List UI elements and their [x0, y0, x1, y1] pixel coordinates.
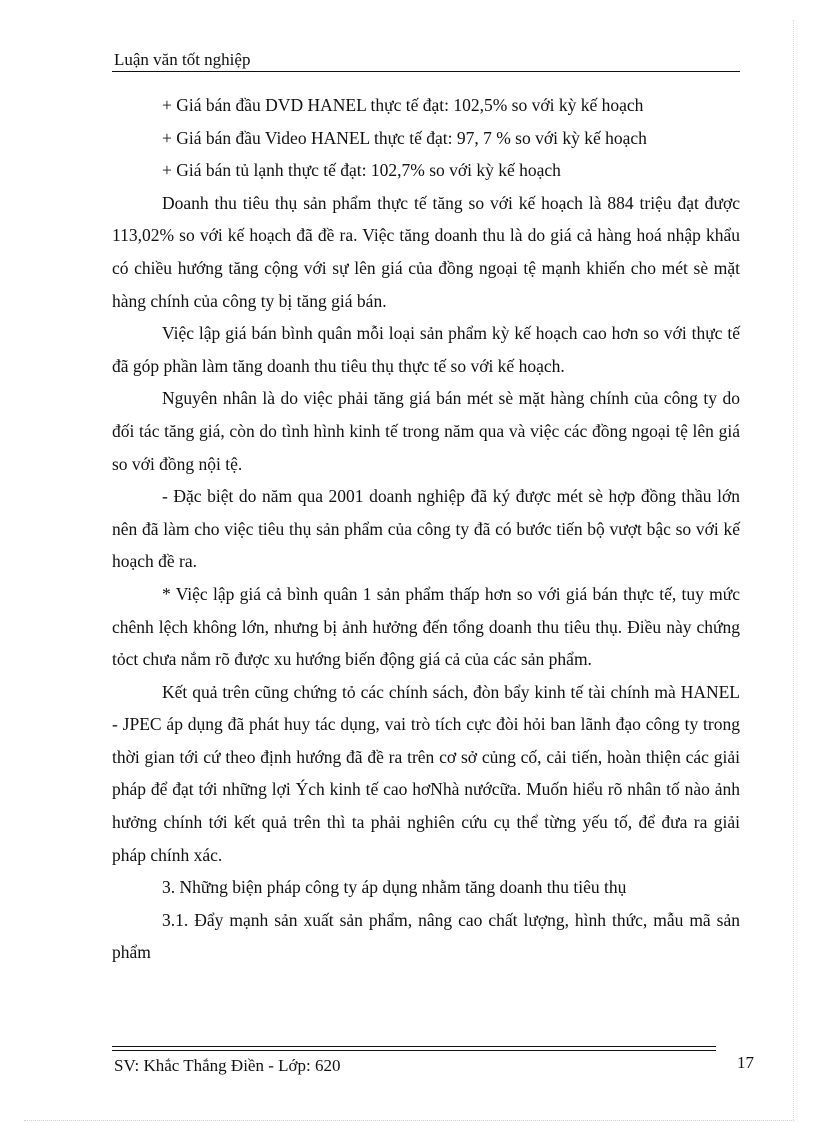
footer-author: SV: Khắc Thắng Điền - Lớp: 620 [114, 1056, 341, 1075]
paragraph-revenue: Doanh thu tiêu thụ sản phẩm thực tế tăng so với kế hoạch là 884 triệu đạt được 113,02% so với kế hoạch đã đề ra. Việc tăng doanh thu là do giá cả hàng hoá nhập khẩu có chiều hướng tăng cộng với sự lên giá của đồng ngoại tệ mạnh khiến cho mét sè mặt hàng chính của công ty bị tăng giá bán. [112, 192, 740, 311]
bullet-fridge-price: + Giá bán tủ lạnh thực tế đạt: 102,7% so với kỳ kế hoạch [162, 160, 561, 181]
header-rule [112, 71, 740, 72]
paragraph-price-difference: * Việc lập giá cả bình quân 1 sản phẩm thấp hơn so với giá bán thực tế, tuy mức chênh lệch không lớn, nhưng bị ảnh hưởng đến tổng doanh thu tiêu thụ. Điều này chứng tỏct chưa nắm rõ được xu hướng biến động giá cả của các sản phẩm. [112, 583, 740, 670]
footer-rule-thin [112, 1050, 716, 1051]
paragraph-results: Kết quả trên cũng chứng tỏ các chính sách, đòn bẩy kinh tế tài chính mà HANEL - JPEC áp dụng đã phát huy tác dụng, vai trò tích cực đòi hỏi ban lãnh đạo công ty trong thời gian tới cứ theo định hướng đã đề ra trên cơ sở củng cố, cải tiến, hoàn thiện các giải pháp để đạt tới những lợi Ých kinh tế cao hơNhà nướcữa. Muốn hiểu rõ nhân tố nào ảnh hưởng chính tới kết quả trên thì ta phải nghiên cứu cụ thể từng yếu tố, để đưa ra giải pháp chính xác. [112, 681, 740, 865]
footer-rule-thick [112, 1046, 716, 1047]
page-edge-bottom [24, 1120, 794, 1121]
page-number: 17 [737, 1053, 754, 1072]
section-heading-3: 3. Những biện pháp công ty áp dụng nhằm tăng doanh thu tiêu thụ [162, 877, 627, 898]
paragraph-contracts: - Đặc biệt do năm qua 2001 doanh nghiệp đã ký được mét sè hợp đồng thầu lớn nên đã làm cho việc tiêu thụ sản phẩm của công ty đã có bước tiến bộ vượt bậc so với kế hoạch đề ra. [112, 486, 740, 572]
bullet-video-price: + Giá bán đầu Video HANEL thực tế đạt: 97, 7 % so với kỳ kế hoạch [162, 127, 647, 148]
section-heading-3-1: 3.1. Đẩy mạnh sản xuất sản phẩm, nâng cao chất lượng, hình thức, mẫu mã sản phẩm [112, 909, 740, 963]
running-header: Luận văn tốt nghiệp [114, 50, 251, 69]
page-edge-right [793, 20, 794, 1120]
bullet-dvd-price: + Giá bán đầu DVD HANEL thực tế đạt: 102,5% so với kỳ kế hoạch [162, 95, 644, 115]
paragraph-average-price: Việc lập giá bán bình quân mỗi loại sản phẩm kỳ kế hoạch cao hơn so với thực tế đã góp phần làm tăng doanh thu tiêu thụ thực tế so với kế hoạch. [112, 323, 740, 376]
paragraph-cause: Nguyên nhân là do việc phải tăng giá bán mét sè mặt hàng chính của công ty do đối tác tăng giá, còn do tình hình kinh tế trong năm qua và việc các đồng ngoại tệ lên giá so với đồng nội tệ. [112, 388, 740, 474]
document-body [112, 89, 740, 969]
